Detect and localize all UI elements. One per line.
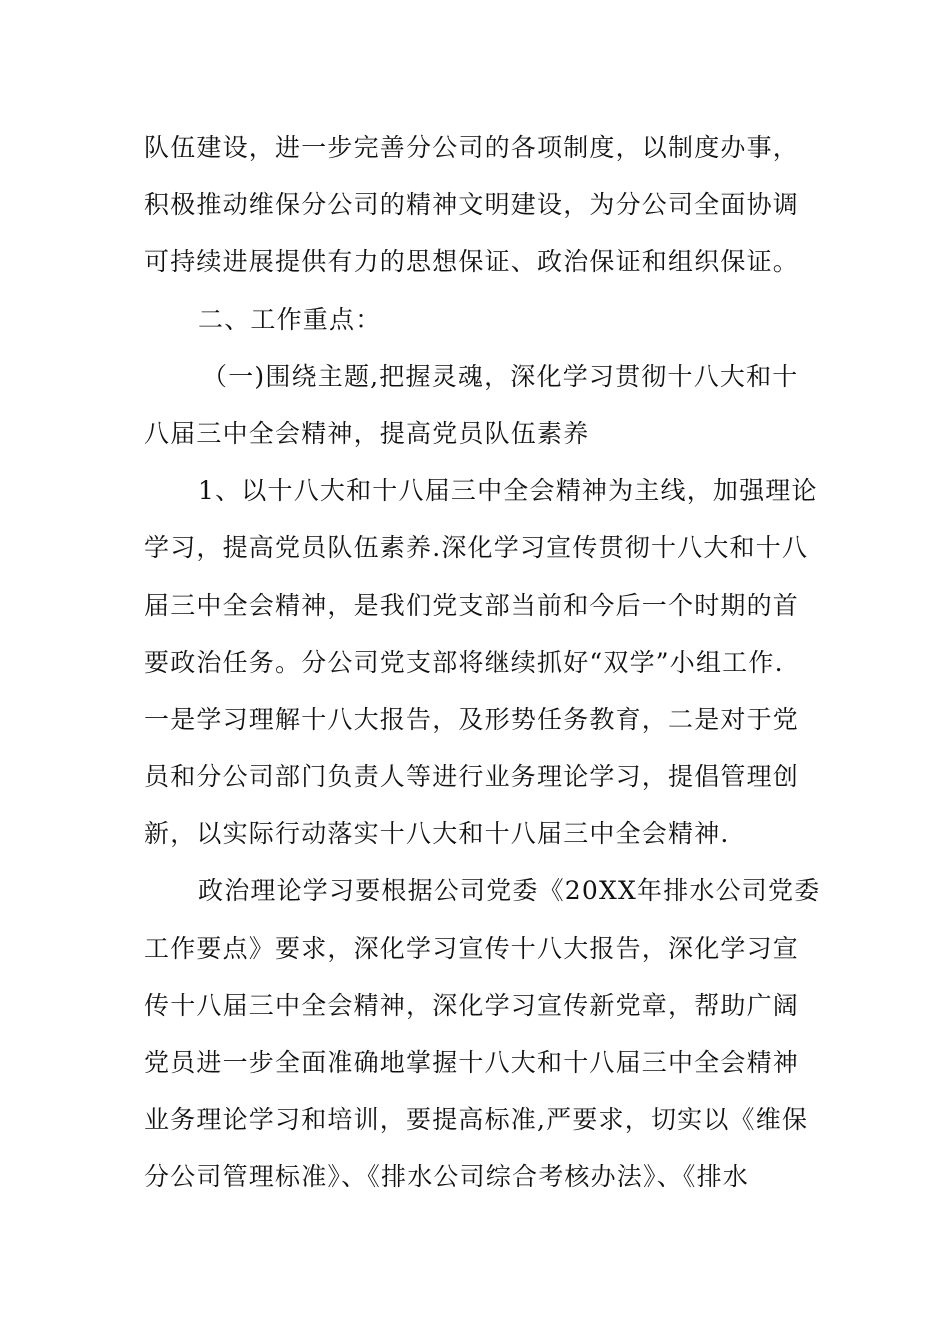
paragraph-line: 传十八届三中全会精神，深化学习宣传新党章，帮助广阔 <box>144 990 800 1020</box>
paragraph-line: 一是学习理解十八大报告，及形势任务教育，二是对于党 <box>144 704 800 734</box>
paragraph-line: 要政治任务。分公司党支部将继续抓好“双学”小组工作. <box>144 647 784 677</box>
paragraph-line: 工作要点》要求，深化学习宣传十八大报告，深化学习宣 <box>144 933 800 963</box>
subsection-heading: （一)围绕主题,把握灵魂，深化学习贯彻十八大和十 <box>202 361 799 391</box>
paragraph-line: 业务理论学习和培训，要提高标准,严要求，切实以《维保 <box>144 1105 809 1135</box>
paragraph-line: 学习，提高党员队伍素养.深化学习宣传贯彻十八大和十八 <box>144 533 809 563</box>
paragraph-line: 1、以十八大和十八届三中全会精神为主线，加强理论 <box>198 476 818 506</box>
paragraph-line: 队伍建设，进一步完善分公司的各项制度，以制度办事， <box>144 133 800 162</box>
section-heading: 二、工作重点： <box>198 304 382 334</box>
paragraph-line: 可持续进展提供有力的思想保证、政治保证和组织保证。 <box>144 247 800 277</box>
paragraph-line: 员和分公司部门负责人等进行业务理论学习，提倡管理创 <box>144 762 800 792</box>
document-body <box>144 128 821 1215</box>
paragraph-line: 政治理论学习要根据公司党委《20XX年排水公司党委 <box>198 876 821 906</box>
paragraph-line: 新，以实际行动落实十八大和十八届三中全会精神. <box>144 819 730 849</box>
paragraph-line: 党员进一步全面准确地掌握十八大和十八届三中全会精神 <box>144 1048 800 1077</box>
paragraph-line: 分公司管理标准》、《排水公司综合考核办法》、《排水 <box>144 1162 750 1192</box>
subsection-heading-continued: 八届三中全会精神，提高党员队伍素养 <box>144 418 590 448</box>
paragraph-line: 届三中全会精神，是我们党支部当前和今后一个时期的首 <box>144 590 800 620</box>
paragraph-line: 积极推动维保分公司的精神文明建设，为分公司全面协调 <box>144 190 800 220</box>
